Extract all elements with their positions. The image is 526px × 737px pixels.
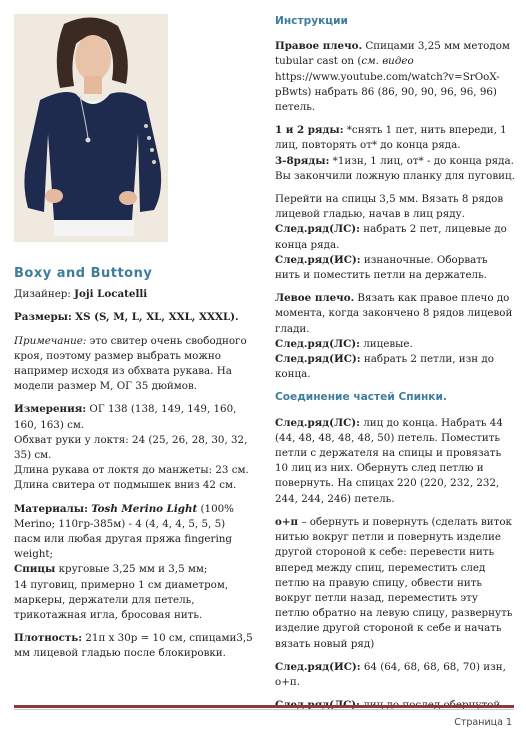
left-shoulder-text: Вязать как правое плечо до момента, когда закончено 8 рядов лицевой глади.	[275, 292, 513, 335]
pattern-title: Boxy and Buttony	[14, 266, 153, 281]
materials-label: Материалы:	[14, 502, 88, 515]
gauge-text: 21п х 30р = 10 см, спицами3,5 мм лицевой гладью после блокировки.	[14, 632, 253, 660]
measurements-paragraph	[14, 402, 254, 493]
gauge-paragraph	[14, 631, 254, 661]
designer-label: Дизайнер:	[14, 288, 71, 301]
note-label: Примечание:	[14, 334, 87, 347]
note-text: это свитер очень свободного кроя, поэтому размер выбрать можно например исходя из обхвата рукава. На модели размер M, ОГ 35 дюймов.	[14, 334, 247, 393]
designer-name: Joji Locatelli	[74, 288, 148, 301]
measurements-label: Измерения:	[14, 403, 87, 416]
rows-paragraph	[275, 123, 515, 184]
right-column	[275, 14, 515, 721]
materials-yarn-details: (100% Merino; 110гр-385м) - 4 (4, 4, 4, 5, 5, 5) пасм или любая другая пряжа fingering weight;	[14, 502, 234, 561]
instructions-heading: Инструкции	[275, 15, 348, 27]
footer-rule-thin	[14, 709, 514, 710]
rows-1-2-label: 1 и 2 ряды:	[275, 124, 344, 137]
ls-ws-label: След.ряд(ИС):	[275, 353, 361, 366]
join-back-heading: Соединение частей Спинки.	[275, 391, 447, 404]
next-ws-label: След.ряд(ИС):	[275, 253, 361, 266]
ws64-paragraph	[275, 660, 515, 690]
right-shoulder-paragraph	[275, 39, 515, 115]
wrap-turn-label: о+п	[275, 515, 299, 528]
rows-3-8-label: 3-8ряды:	[275, 154, 330, 167]
page-number: Страница 1	[454, 717, 512, 728]
right-shoulder-text-2: https://www.youtube.com/watch?v=SrOoX-pBwts) набрать 86 (86, 90, 90, 96, 96, 96) петель.	[275, 70, 500, 114]
left-shoulder-paragraph	[275, 291, 515, 382]
note-paragraph	[14, 334, 254, 395]
video-note: см. видео	[361, 55, 414, 68]
model-illustration	[14, 14, 168, 242]
join-paragraph	[275, 416, 515, 507]
switch-paragraph	[275, 192, 515, 283]
left-column	[14, 266, 254, 670]
gauge-label: Плотность:	[14, 632, 83, 645]
ws64-text: 64 (64, 68, 68, 68, 70) изн, о+п.	[275, 660, 506, 688]
switch-text: Перейти на спицы 3,5 мм. Вязать 8 рядов лицевой гладью, начав в лиц ряду.	[275, 193, 504, 221]
ls-rs-label: След.ряд(ЛС):	[275, 337, 360, 350]
materials-yarn: Tosh Merino Light	[91, 502, 198, 515]
needles-text: круговые 3,25 мм и 3,5 мм;	[55, 563, 208, 576]
sweater-photo	[14, 14, 168, 242]
left-shoulder-label: Левое плечо.	[275, 292, 355, 305]
right-shoulder-text-1: Спицами 3,25 мм методом tubular cast on (	[275, 40, 510, 68]
wrap-turn-text: – обернуть и повернуть (сделать виток нитью вокруг петли и повернуть изделие другой стороной к себе: перевести нить вперед между спиц, переместить след петлю на правую спицу, обвести нить вокруг петли назад, переместить эту петлю обратно на левую спицу, развернуть изделие другой стороной к себе и начать вязать новый ряд)	[275, 515, 513, 650]
designer-line	[14, 287, 254, 302]
measurements-sleeve: Длина рукава от локтя до манжеты: 23 см.	[14, 464, 249, 477]
next-rs-label: След.ряд(ЛС):	[275, 223, 360, 236]
sizes-line	[14, 310, 254, 325]
next-ws-text: изнаночные. Оборвать нить и поместить петли на держатель.	[275, 253, 488, 282]
next-rs-text: набрать 2 пет, лицевые до конца ряда.	[275, 223, 507, 251]
rows-3-8-text: *1изн, 1 лиц, от* - до конца ряда.	[329, 154, 514, 167]
measurements-elbow: Обхват руки у локтя: 24 (25, 26, 28, 30, 32, 35) см.	[14, 433, 248, 462]
sizes-label: Размеры:	[14, 311, 72, 324]
rows-1-2-text: *снять 1 пет, нить впереди, 1 лиц, повторять от* до конца ряда.	[275, 124, 507, 152]
join-text: лиц до конца. Набрать 44 (44, 48, 48, 48, 48, 50) петель. Поместить петли с держателя на спицы и провязать 10 лиц из них. Обернуть след петлю и повернуть. На спицах 220 (220, 232, 232, 244, 244, 246) петель.	[275, 416, 503, 505]
ws64-label: След.ряд(ИС):	[275, 660, 361, 673]
join-label: След.ряд(ЛС):	[275, 416, 360, 429]
right-shoulder-label: Правое плечо.	[275, 40, 363, 53]
wrap-turn-paragraph	[275, 515, 515, 652]
rows-3-8-end: Вы закончили ложную планку для пуговиц.	[275, 169, 515, 182]
ls-ws-text: набрать 2 петли, изн до конца.	[275, 353, 494, 381]
materials-paragraph	[14, 502, 254, 624]
materials-notions: 14 пуговиц, примерно 1 см диаметром, маркеры, держатели для петель, трикотажная игла, бросовая нить.	[14, 578, 229, 622]
needles-label: Спицы	[14, 563, 56, 576]
footer-rule	[14, 705, 514, 708]
measurements-chest: ОГ 138 (138, 149, 149, 160, 160, 163) см.	[14, 403, 237, 431]
ls-rs-text: лицевые.	[359, 337, 413, 350]
sizes-value: XS (S, M, L, XL, XXL, XXXL).	[75, 311, 239, 324]
measurements-length: Длина свитера от подмышек вниз 42 см.	[14, 479, 237, 492]
